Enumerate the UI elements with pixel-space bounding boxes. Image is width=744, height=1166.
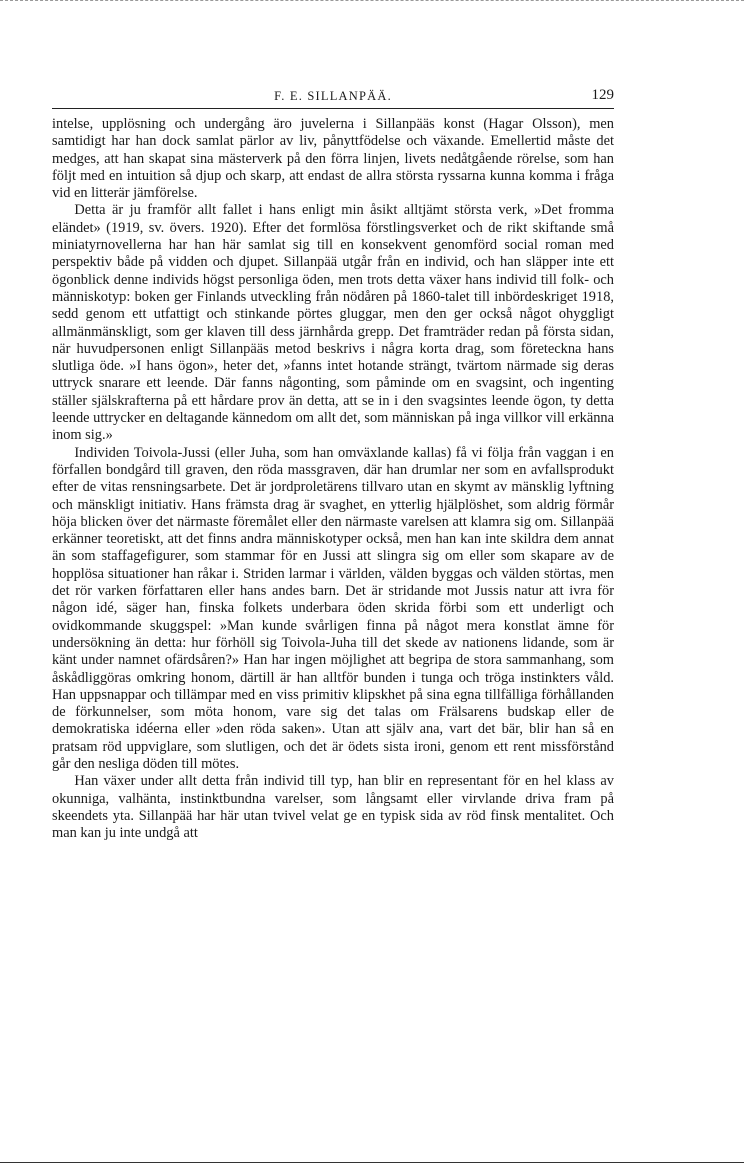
book-page — [52, 86, 614, 842]
running-head-author: F. E. SILLANPÄÄ. — [274, 89, 392, 103]
paragraph-3: Individen Toivola-Jussi (eller Juha, som han omväxlande kallas) få vi följa från vaggan i en förfallen bondgård till graven, den röda massgraven, där han drumlar ner som en avfallsprodukt efter de vitas rensningsarbete. Det är jordproletärens tillvaro utan en skymt av mänsklig lyftning och mänskligt initiativ. Hans främsta drag är svaghet, en ytterlig hjälplöshet, som aldrig förmår höja blicken över det närmaste föremålet eller den närmaste varelsen att klamra sig om. Sillanpää erkänner teoretiskt, att det finns andra människotyper också, men han kan inte skildra dem annat än som staffagefigurer, som stammar för en Jussi att slingra sig om eller som skapare av de hopplösa situationer han råkar i. Striden larmar i världen, välden byggas och välden störtas, men det rör varken författaren eller hans andes barn. Det är stridande mot Jussis natur att ivra för någon idé, säger han, finska folkets underbara öden skrida förbi som ett underligt och ovidkommande skuggspel: »Man kunde svårligen finna på något mera konstlat ämne för undersökning än detta: hur förhöll sig Toivola-Juha till det skede av nationens lidande, som är känt under namnet ofärdsåren?» Han har ingen möjlighet att begripa de stora sammanhang, som åskådliggöras omkring honom, därtill är han alltför bunden i tunga och tröga instinkters våld. Han uppsnappar och tillämpar med en viss primitiv klipskhet på sina egna tillfälliga förhållanden de förkunnelser, som möta honom, vare sig det talas om Frälsarens budskap eller de demokratiska idéerna eller »den röda saken». Utan att själv ana, vart det bär, blir han så en pratsam röd uppviglare, som slutligen, och det är ödets sista ironi, genom ett rent missförstånd går den nesliga döden till mötes. — [52, 444, 614, 772]
paragraph-2: Detta är ju framför allt fallet i hans enligt min åsikt alltjämt största verk, »Det fromma eländet» (1919, sv. övers. 1920). Efter det formlösa förstlingsverket och de rikt skiftande små miniatyrnovellerna har han här samlat sig till en konsekvent genomförd social roman med perspektiv både på vidden och djupet. Sillanpää utgår från en individ, och han släpper inte ett ögonblick denne individs högst personliga öden, men trots detta växer hans individ till folk- och människotyp: boken ger Finlands utveckling från nödåren på 1860-talet till inbördeskriget 1918, sedd genom ett utfattigt och stinkande pörtes gluggar, men den ger också något ohyggligt allmänmänskligt, som ger klaven till dess järnhårda grepp. Det framträder redan på första sidan, när huvudpersonen enligt Sillanpääs metod beskrivs i några korta drag, som företeckna hans slutliga öde. »I hans ögon», heter det, »fanns intet hotande strängt, tvärtom närmade sig deras uttryck snarare ett leende. Där fanns någonting, som påminde om en svagsint, och ingenting ställer själskrafterna på ett hårdare prov än detta, att se in i den svagsintes leende ögon, ty detta leende uttrycker en deltagande kännedom om allt det, som människan på inga villkor vill erkänna inom sig.» — [52, 202, 614, 444]
bottom-page-edge — [0, 1162, 744, 1164]
paragraph-4: Han växer under allt detta från individ till typ, han blir en representant för en hel klass av okunniga, valhänta, instinktbundna varelser, som långsamt eller virvlande driva fram på skeendets yta. Sillanpää har här utan tvivel velat ge en typisk sida av röd finsk mentalitet. Och man kan ju inte undgå att — [52, 773, 614, 842]
body-text — [52, 116, 614, 842]
running-head — [52, 86, 614, 109]
paragraph-1: intelse, upplösning och undergång äro juvelerna i Sillanpääs konst (Hagar Olsson), men samtidigt har han dock samlat pärlor av liv, pånyttfödelse och växande. Emellertid måste det medges, att han skapat sina mästerverk på den förra linjen, livets nedåtgående rörelse, som han följt med en intuition så djup och skarp, att endast de allra största ryssarna kunna komma i fråga vid en litterär jämförelse. — [52, 116, 614, 202]
page-number: 129 — [591, 87, 614, 103]
top-page-edge — [0, 0, 744, 2]
